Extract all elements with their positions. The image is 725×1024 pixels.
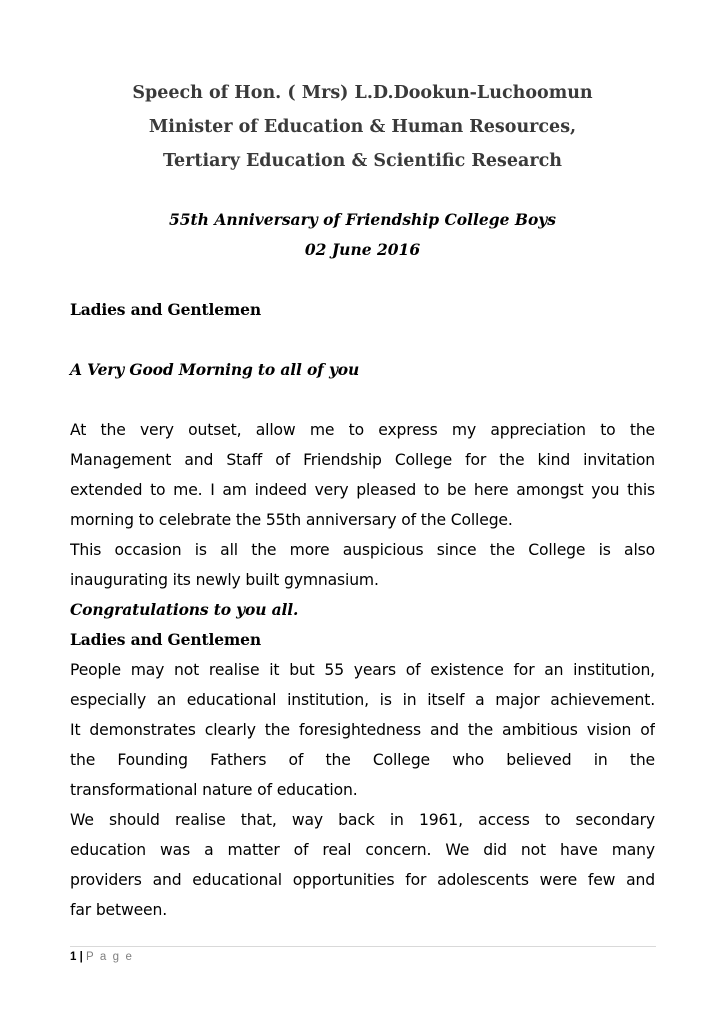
paragraph-line: This occasion is all the more auspicious since the College is also bbox=[70, 541, 655, 559]
minister-title: Minister of Education & Human Resources, bbox=[148, 117, 577, 137]
paragraph-line: inaugurating its newly built gymnasium. bbox=[70, 571, 379, 589]
paragraph-line: extended to me. I am indeed very pleased to be here amongst you this bbox=[70, 481, 655, 499]
paragraph-line: transformational nature of education. bbox=[70, 781, 358, 799]
paragraph-appreciation bbox=[70, 415, 655, 925]
paragraph-line: far between. bbox=[70, 901, 168, 919]
event-name: 55th Anniversary of Friendship College Boys bbox=[168, 210, 557, 229]
salutation-heading: Ladies and Gentlemen bbox=[70, 300, 262, 319]
page-label: P a g e bbox=[86, 951, 134, 963]
page-number: 1 bbox=[70, 951, 77, 963]
paragraph-line: education was a matter of real concern. We did not have many bbox=[70, 841, 655, 859]
paragraph-line: Management and Staff of Friendship College for the kind invitation bbox=[70, 451, 655, 469]
footer-separator: | bbox=[79, 951, 83, 963]
page-footer bbox=[70, 949, 133, 965]
paragraph-line: the Founding Fathers of the College who believed in the bbox=[70, 751, 655, 769]
footer-divider bbox=[70, 946, 656, 947]
speech-title-block bbox=[0, 76, 725, 178]
ministry-title: Tertiary Education & Scientific Research bbox=[163, 151, 562, 171]
event-block bbox=[0, 205, 725, 265]
paragraph-line: providers and educational opportunities for adolescents were few and bbox=[70, 871, 655, 889]
paragraph-line: morning to celebrate the 55th anniversary of the College. bbox=[70, 511, 513, 529]
event-date: 02 June 2016 bbox=[304, 240, 421, 259]
congratulations-line: Congratulations to you all. bbox=[70, 600, 299, 619]
greeting-heading: A Very Good Morning to all of you bbox=[70, 360, 360, 379]
paragraph-line: especially an educational institution, is in itself a major achievement. bbox=[70, 691, 655, 709]
paragraph-line: We should realise that, way back in 1961, access to secondary bbox=[70, 811, 655, 829]
salutation-heading-2: Ladies and Gentlemen bbox=[70, 630, 262, 649]
paragraph-line: At the very outset, allow me to express my appreciation to the bbox=[70, 421, 655, 439]
speech-title: Speech of Hon. ( Mrs) L.D.Dookun-Luchoomun bbox=[132, 83, 593, 103]
paragraph-line: It demonstrates clearly the foresightedness and the ambitious vision of bbox=[70, 721, 655, 739]
paragraph-line: People may not realise it but 55 years of existence for an institution, bbox=[70, 661, 655, 679]
